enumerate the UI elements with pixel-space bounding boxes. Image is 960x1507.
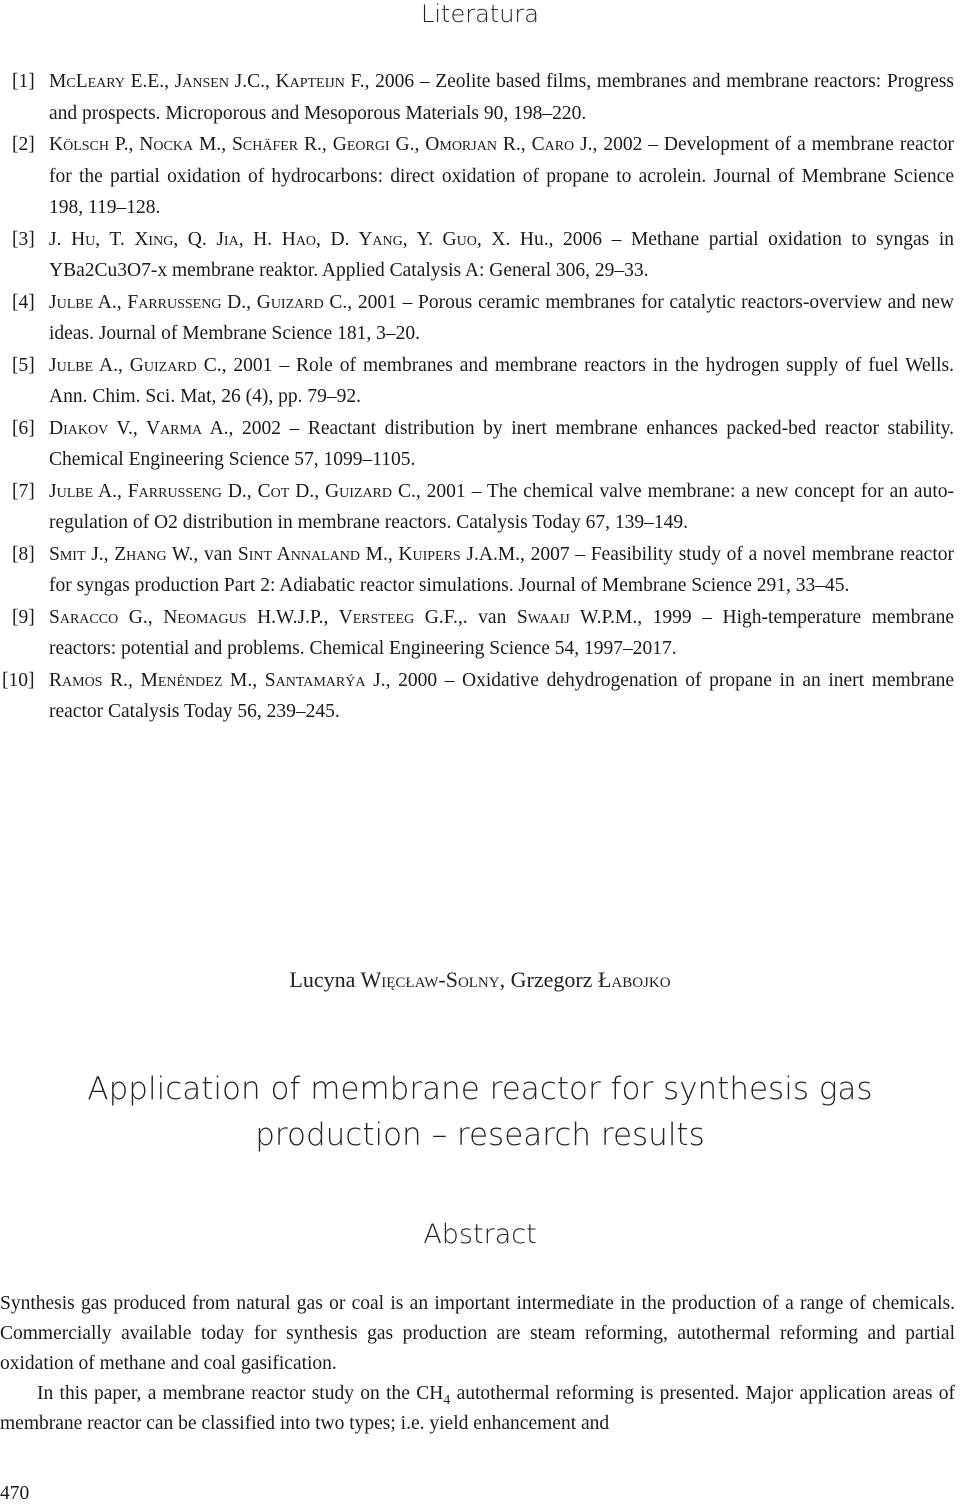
page-number: 470 bbox=[0, 1483, 30, 1504]
text-run: F bbox=[127, 291, 139, 313]
small-caps-text: ao bbox=[295, 228, 317, 250]
reference-text bbox=[49, 413, 954, 476]
small-caps-text: amos bbox=[62, 669, 103, 691]
abstract-text: In this paper, a membrane reactor study on the CH bbox=[37, 1383, 444, 1404]
small-caps-text: uizard bbox=[339, 480, 393, 502]
text-run: D bbox=[49, 417, 64, 439]
text-run: M., bbox=[193, 134, 233, 155]
abstract-paragraph-1: Synthesis gas produced from natural gas or coal is an important intermediate in the production of a range of chemicals. Commercially available today for synthesis gas production are steam reforming, autothermal reforming and partial oxidation of methane and coal gasification. bbox=[0, 1293, 955, 1374]
text-run: M bbox=[140, 669, 158, 691]
reference-text bbox=[49, 66, 954, 129]
text-run: S bbox=[49, 606, 60, 628]
text-run: R bbox=[49, 669, 63, 691]
text-run: R., bbox=[496, 134, 532, 155]
text-run: F., 2006 – Zeolite based films, membranes and membrane reactors: Progress and prospects. Microporous and Mesoporous Materials 90, 198–220. bbox=[49, 71, 954, 124]
text-run: A., 2002 – Reactant distribution by inert membrane enhances packed-bed reactor stability. Chemical Engineering Science 57, 1099–1105. bbox=[49, 417, 954, 470]
reference-item bbox=[0, 413, 960, 476]
paper-title bbox=[0, 1066, 960, 1158]
small-caps-text: abojko bbox=[611, 967, 671, 992]
text-run: A bbox=[276, 543, 291, 565]
reference-item bbox=[0, 602, 960, 665]
text-run: , Y. bbox=[402, 228, 443, 250]
small-caps-text: ulbe bbox=[56, 354, 94, 376]
text-run: G bbox=[256, 291, 271, 313]
text-run: Z bbox=[114, 543, 127, 565]
text-run: J bbox=[174, 71, 183, 92]
paper-title-line-1: Application of membrane reactor for synthesis gas bbox=[87, 1071, 873, 1107]
small-caps-text: ing bbox=[148, 228, 174, 250]
small-caps-text: aracco bbox=[59, 606, 119, 628]
text-run: K bbox=[49, 134, 64, 155]
text-run: G.F.,. van bbox=[414, 606, 517, 628]
text-run: V bbox=[145, 417, 161, 439]
text-run: J bbox=[49, 354, 57, 376]
reference-item bbox=[0, 224, 960, 287]
text-run: D., bbox=[289, 480, 326, 502]
text-run: C bbox=[531, 134, 545, 155]
text-run: W.P.M., 1999 – High-temperature membrane reactors: potential and problems. Chemical Engineering Science 54, 1997–2017. bbox=[49, 606, 955, 659]
small-caps-text: uipers bbox=[412, 543, 461, 565]
text-run: W., van bbox=[166, 543, 238, 565]
small-caps-text: ulbe bbox=[56, 480, 94, 502]
subscript: 4 bbox=[443, 1392, 451, 1408]
text-run: D., bbox=[221, 480, 258, 502]
reference-item bbox=[0, 665, 960, 728]
small-caps-text: eary bbox=[87, 71, 125, 92]
small-caps-text: arrusseng bbox=[138, 480, 222, 502]
abstract-heading: Abstract bbox=[423, 1219, 537, 1250]
small-caps-text: ansen bbox=[182, 71, 229, 92]
text-run: O bbox=[425, 134, 440, 155]
reference-number: [8] bbox=[12, 543, 35, 565]
abstract-text: autothermal reforming is presented. Major application areas of membrane reactor can be classified into two types; i.e. yield enhancement and bbox=[0, 1383, 956, 1434]
small-caps-text: ang bbox=[372, 228, 403, 250]
text-run: , X. Hu., 2006 – Methane partial oxidation to syngas in YBa2Cu3O7-x membrane reaktor. Applied Catalysis A: General 306, 29–33. bbox=[49, 228, 954, 281]
text-run: H bbox=[71, 228, 86, 250]
reference-item bbox=[0, 350, 960, 413]
text-run: A., bbox=[93, 480, 128, 502]
text-run: C., 2001 – Porous ceramic membranes for catalytic reactors-overview and new ideas. Journal of Membrane Science 181, 3–20. bbox=[49, 291, 954, 344]
text-run: , H. bbox=[238, 228, 282, 250]
small-caps-text: arrusseng bbox=[138, 291, 222, 313]
small-caps-text: arma bbox=[160, 417, 203, 439]
text-run: J., bbox=[85, 543, 115, 565]
text-run: M., bbox=[222, 669, 265, 691]
small-caps-text: ölsch bbox=[63, 134, 109, 155]
text-run: J.C., bbox=[228, 71, 276, 92]
small-caps-text: nnaland bbox=[290, 543, 360, 565]
text-run: D., bbox=[221, 291, 257, 313]
text-run: H bbox=[281, 228, 296, 250]
small-caps-text: ięcław bbox=[381, 967, 439, 992]
reference-number: [7] bbox=[12, 480, 35, 502]
reference-text bbox=[49, 539, 954, 602]
reference-text bbox=[49, 602, 954, 665]
text-run: M bbox=[49, 71, 67, 92]
small-caps-text: aro bbox=[544, 134, 575, 155]
small-caps-text: waaij bbox=[527, 606, 570, 628]
reference-number: [9] bbox=[12, 606, 35, 628]
reference-text bbox=[49, 476, 954, 539]
reference-text bbox=[49, 287, 954, 350]
text-run: Lucyna W bbox=[289, 967, 382, 992]
text-run: V bbox=[338, 606, 353, 628]
small-caps-text: olny bbox=[457, 967, 500, 992]
small-caps-text: hang bbox=[126, 543, 167, 565]
reference-item bbox=[0, 287, 960, 350]
text-run: A., bbox=[93, 354, 130, 376]
small-caps-text: uizard bbox=[143, 354, 197, 376]
reference-number: [1] bbox=[12, 71, 35, 92]
text-run: S bbox=[232, 134, 243, 155]
small-caps-text: ocka bbox=[153, 134, 194, 155]
reference-item bbox=[0, 66, 960, 129]
text-run: S bbox=[516, 606, 528, 628]
reference-text bbox=[49, 350, 954, 413]
reference-item bbox=[0, 539, 960, 602]
text-run: N bbox=[163, 606, 178, 628]
reference-list bbox=[0, 66, 960, 728]
reference-number: [4] bbox=[12, 291, 35, 313]
reference-item bbox=[0, 129, 960, 224]
text-run: H.W.J.P., bbox=[246, 606, 339, 628]
small-caps-text: iakov bbox=[63, 417, 109, 439]
small-caps-text: mit bbox=[59, 543, 86, 565]
text-run: S bbox=[264, 669, 276, 691]
text-run: J bbox=[49, 480, 57, 502]
text-run: K bbox=[398, 543, 413, 565]
text-run: M., bbox=[359, 543, 399, 565]
small-caps-text: uizard bbox=[270, 291, 324, 313]
text-run: -S bbox=[438, 967, 458, 992]
text-run: F bbox=[127, 480, 139, 502]
text-run: R., bbox=[298, 134, 333, 155]
text-run: S bbox=[237, 543, 249, 565]
text-run: S bbox=[49, 543, 60, 565]
text-run: , T. bbox=[95, 228, 135, 250]
text-run: V., bbox=[108, 417, 146, 439]
small-caps-text: apteijn bbox=[289, 71, 345, 92]
small-caps-text: ulbe bbox=[56, 291, 94, 313]
text-run: C., 2001 – The chemical valve membrane: a new concept for an auto-regulation of O2 distribution in membrane reactors. Catalysis Today 67, 139–149. bbox=[49, 480, 954, 533]
small-caps-text: c bbox=[66, 71, 76, 92]
text-run: L bbox=[75, 71, 88, 92]
text-run: J.A.M., 2007 – Feasibility study of a novel membrane reactor for syngas production Part 2: Adiabatic reactor simulations. Journal of Membrane Science 291, 33–45. bbox=[49, 543, 954, 596]
text-run: C., 2001 – Role of membranes and membrane reactors in the hydrogen supply of fuel Wells. Ann. Chim. Sci. Mat, 26 (4), pp. 79–92. bbox=[49, 354, 954, 407]
reference-number: [3] bbox=[12, 228, 35, 250]
small-caps-text: morjan bbox=[439, 134, 497, 155]
small-caps-text: eomagus bbox=[177, 606, 247, 628]
small-caps-text: enéndez bbox=[157, 669, 223, 691]
reference-number: [2] bbox=[12, 134, 35, 155]
abstract-paragraph-2 bbox=[0, 1379, 955, 1439]
small-caps-text: eorgi bbox=[346, 134, 390, 155]
text-run: J., 2002 – Development of a membrane reactor for the partial oxidation of hydrocarbons: direct oxidation of propane to acrolein. Journal of Membrane Science 198, 119–128. bbox=[49, 134, 954, 218]
text-run: K bbox=[275, 71, 290, 92]
paper-authors bbox=[0, 965, 960, 995]
text-run: N bbox=[139, 134, 154, 155]
text-run: J bbox=[49, 291, 57, 313]
small-caps-text: ersteeg bbox=[352, 606, 415, 628]
small-caps-text: u bbox=[85, 228, 96, 250]
text-run: , Grzegorz Ł bbox=[499, 967, 612, 992]
text-run: J., 2000 – Oxidative dehydrogenation of propane in an inert membrane reactor Catalysis Today 56, 239–245. bbox=[49, 669, 955, 722]
reference-number: [10] bbox=[2, 669, 35, 691]
text-run: X bbox=[134, 228, 149, 250]
text-run: E.E., bbox=[124, 71, 175, 92]
text-run: G., bbox=[118, 606, 164, 628]
text-run: R., bbox=[102, 669, 141, 691]
small-caps-text: chäfer bbox=[242, 134, 299, 155]
text-run: P., bbox=[109, 134, 140, 155]
text-run: A., bbox=[93, 291, 128, 313]
text-run: G bbox=[325, 480, 340, 502]
section-title: Literatura bbox=[421, 0, 539, 28]
abstract-body bbox=[0, 1289, 955, 1439]
reference-text bbox=[49, 665, 954, 728]
text-run: J. bbox=[49, 228, 72, 250]
reference-text bbox=[49, 224, 954, 287]
small-caps-text: uo bbox=[456, 228, 477, 250]
text-run: G bbox=[332, 134, 347, 155]
reference-number: [6] bbox=[12, 417, 35, 439]
text-run: G bbox=[442, 228, 457, 250]
text-run: G bbox=[129, 354, 144, 376]
text-run: , D. bbox=[316, 228, 359, 250]
text-run: C bbox=[257, 480, 271, 502]
small-caps-text: ia bbox=[223, 228, 239, 250]
text-run: Y bbox=[358, 228, 373, 250]
reference-text bbox=[49, 129, 954, 224]
text-run: , Q. bbox=[173, 228, 217, 250]
text-run: G., bbox=[389, 134, 426, 155]
small-caps-text: ot bbox=[270, 480, 290, 502]
small-caps-text: antamarýa bbox=[275, 669, 366, 691]
text-run: J bbox=[216, 228, 224, 250]
small-caps-text: int bbox=[248, 543, 273, 565]
reference-item bbox=[0, 476, 960, 539]
paper-title-line-2: production – research results bbox=[255, 1117, 705, 1153]
reference-number: [5] bbox=[12, 354, 35, 376]
